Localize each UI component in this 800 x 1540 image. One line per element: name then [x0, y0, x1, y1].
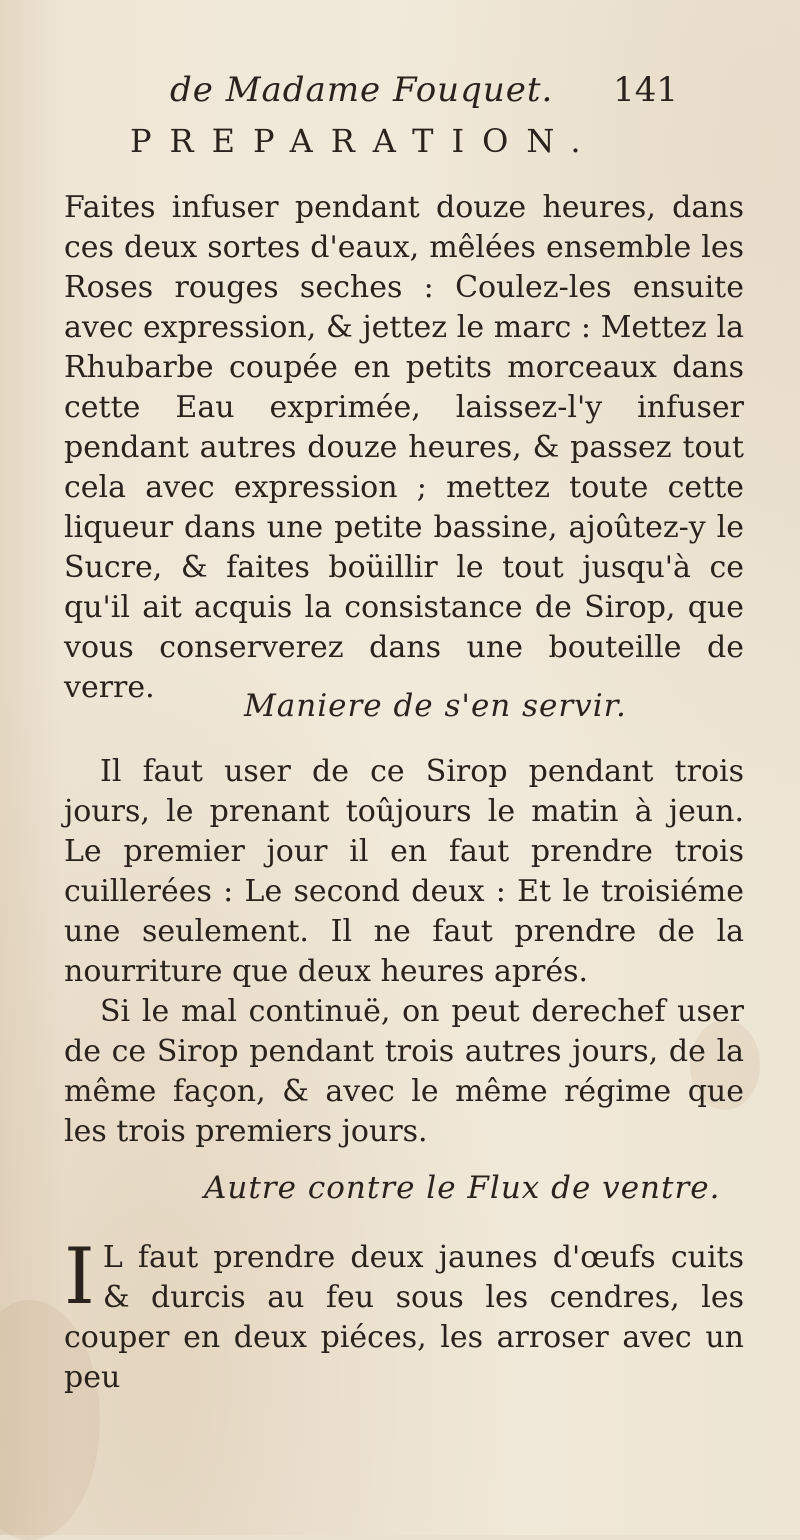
page-header	[150, 70, 678, 120]
usage-paragraph-1: Il faut user de ce Sirop pendant trois jours, le prenant toûjours le matin à jeun. Le premier jour il en faut prendre trois cuillerées : Le second deux : Et le troisiéme une seulement. Il ne faut prendre de la nourriture que deux heures aprés.	[64, 754, 744, 989]
preparation-paragraph: Faites infuser pendant douze heures, dans ces deux sortes d'eaux, mêlées ensemble les Roses rouges seches : Coulez-les ensuite avec expression, & jettez le marc : Mettez la Rhubarbe coupée en petits morceaux dans cette Eau exprimée, laissez-l'y infuser pendant autres douze heures, & passez tout cela avec expression ; mettez toute cette liqueur dans une petite bassine, ajoûtez-y le Sucre, & faites boüillir le tout jusqu'à ce qu'il ait acquis la consistance de Sirop, que vous conserverez dans une bouteille de verre.	[64, 190, 744, 705]
section-heading-remedy: Autre contre le Flux de ventre.	[204, 1170, 721, 1206]
usage-paragraph-2: Si le mal continuë, on peut derechef user de ce Sirop pendant trois autres jours, de la même façon, & avec le même régime que les trois premiers jours.	[64, 994, 744, 1149]
section-heading-preparation: PREPARATION.	[130, 122, 599, 160]
usage-body	[64, 752, 744, 1152]
remedy-body	[64, 1232, 744, 1398]
remedy-paragraph: L faut prendre deux jaunes d'œufs cuits & durcis au feu sous les cendres, les couper en deux piéces, les arroser avec un peu	[64, 1240, 744, 1395]
page-number: 141	[613, 70, 678, 110]
section-heading-usage: Maniere de s'en servir.	[244, 688, 627, 724]
preparation-body	[64, 188, 744, 708]
drop-cap: I	[64, 1232, 95, 1322]
running-head: de Madame Fouquet.	[170, 70, 554, 110]
